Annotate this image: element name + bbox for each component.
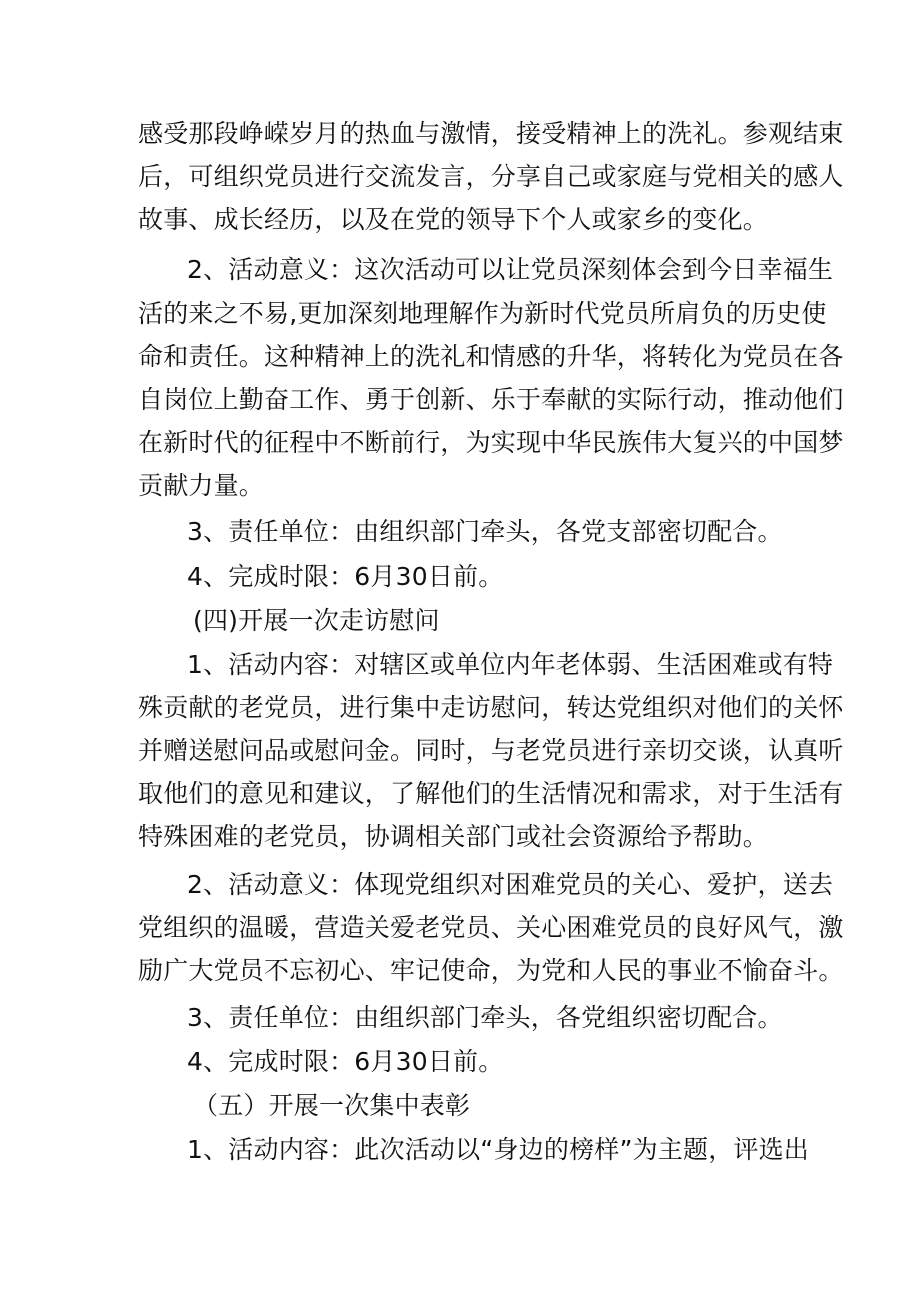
paragraph-line: 取他们的意见和建议，了解他们的生活情况和需求，对于生活有 bbox=[138, 779, 844, 808]
paragraph-line: 自岗位上勤奋工作、勇于创新、乐于奉献的实际行动，推动他们 bbox=[138, 385, 844, 414]
paragraph-line: 4、完成时限：6月30日前。 bbox=[187, 1047, 504, 1076]
section-heading: (四)开展一次走访慰问 bbox=[193, 606, 440, 635]
paragraph-line: 3、责任单位：由组织部门牵头，各党组织密切配合。 bbox=[187, 1003, 783, 1032]
paragraph-line: 后，可组织党员进行交流发言，分享自己或家庭与党相关的感人 bbox=[138, 162, 844, 191]
section-heading: （五）开展一次集中表彰 bbox=[193, 1091, 471, 1120]
paragraph-line: 4、完成时限：6月30日前。 bbox=[187, 562, 504, 591]
paragraph-line: 1、活动内容：对辖区或单位内年老体弱、生活困难或有特 bbox=[187, 650, 834, 679]
paragraph-line: 励广大党员不忘初心、牢记使命，为党和人民的事业不愉奋斗。 bbox=[138, 956, 844, 985]
paragraph-line: 1、活动内容：此次活动以“身边的榜样”为主题，评选出 bbox=[187, 1135, 810, 1164]
paragraph-line: 殊贡献的老党员，进行集中走访慰问，转达党组织对他们的关怀 bbox=[138, 693, 844, 722]
paragraph-line: 2、活动意义：体现党组织对困难党员的关心、爱护，送去 bbox=[187, 870, 834, 899]
paragraph-line: 命和责任。这种精神上的洗礼和情感的升华，将转化为党员在各 bbox=[138, 342, 844, 371]
paragraph-line: 在新时代的征程中不断前行，为实现中华民族伟大复兴的中国梦 bbox=[138, 428, 844, 457]
paragraph-line: 活的来之不易,更加深刻地理解作为新时代党员所肩负的历史使 bbox=[138, 299, 827, 328]
paragraph-line: 党组织的温暖，营造关爱老党员、关心困难党员的良好风气，激 bbox=[138, 913, 844, 942]
paragraph-line: 贡献力量。 bbox=[138, 471, 265, 500]
paragraph-line: 2、活动意义：这次活动可以让党员深刻体会到今日幸福生 bbox=[187, 255, 834, 284]
paragraph-line: 故事、成长经历，以及在党的领导下个人或家乡的变化。 bbox=[138, 205, 769, 234]
paragraph-line: 3、责任单位：由组织部门牵头，各党支部密切配合。 bbox=[187, 517, 783, 546]
paragraph-line: 感受那段峥嵘岁月的热血与激情，接受精神上的洗礼。参观结束 bbox=[138, 119, 844, 148]
paragraph-line: 特殊困难的老党员，协调相关部门或社会资源给予帮助。 bbox=[138, 822, 769, 851]
paragraph-line: 并赠送慰问品或慰问金。同时，与老党员进行亲切交谈，认真听 bbox=[138, 736, 844, 765]
